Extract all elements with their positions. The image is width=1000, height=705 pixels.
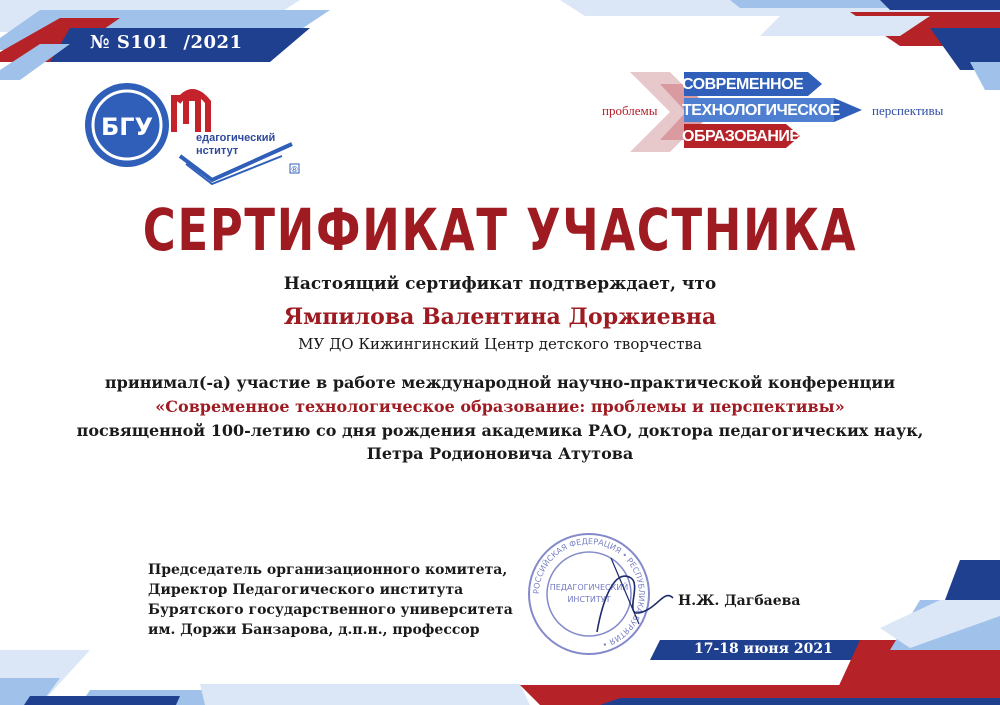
certificate-number-year: /2021 [183, 32, 243, 53]
participation-line: принимал(-а) участие в работе международной научно-практической конференции [104, 373, 896, 392]
stamp-ring-text: РОССИЙСКАЯ ФЕДЕРАЦИЯ • РЕСПУБЛИКА БУРЯТИЯ • [531, 536, 647, 650]
signer-block [148, 560, 513, 640]
bsu-emblem-letters: БГУ [100, 113, 154, 141]
recipient-name: Ямпилова Валентина Доржиевна [283, 304, 717, 330]
confirm-line: Настоящий сертификат подтверждает, что [283, 274, 717, 294]
certificate-number-prefix: № S101 [90, 32, 170, 53]
certificate-number [90, 32, 243, 53]
pi-monogram-icon [174, 98, 198, 132]
conference-title: «Современное технологическое образование: проблемы и перспективы» [155, 397, 845, 416]
recipient-organization: МУ ДО Кижингинский Центр детского творчества [298, 335, 702, 353]
signer-line: Директор Педагогического института [148, 582, 464, 598]
institute-logo-line2: нститут [196, 145, 239, 157]
official-stamp [527, 528, 677, 658]
conference-word-prospects: перспективы [872, 103, 944, 118]
conference-logo-line3: ОБРАЗОВАНИЕ [682, 128, 800, 145]
signer-line: Председатель организационного комитета, [148, 562, 508, 578]
stamp-center-line2: ИНСТИТУТ [567, 595, 611, 604]
institute-logo-text [196, 132, 275, 158]
conference-logo-line1: СОВРЕМЕННОЕ [682, 76, 804, 93]
dedication-person: Петра Родионовича Атутова [366, 444, 634, 463]
svg-text:РОССИЙСКАЯ ФЕДЕРАЦИЯ • РЕСПУБЛ [532, 537, 646, 649]
stamp-center-line1: ПЕДАГОГИЧЕСКИЙ [549, 583, 629, 592]
dedication-line: посвященной 100-летию со дня рождения академика РАО, доктора педагогических наук, [76, 421, 924, 440]
institute-logo-line1: едагогический [196, 132, 276, 144]
registered-mark: ® [290, 165, 299, 174]
signer-line: им. Доржи Банзарова, д.п.н., профессор [148, 622, 480, 638]
conference-word-problems: проблемы [602, 103, 658, 118]
signer-name: Н.Ж. Дагбаева [678, 593, 801, 609]
conference-logo-line2: ТЕХНОЛОГИЧЕСКОЕ [682, 102, 840, 119]
certificate-title: СЕРТИФИКАТ УЧАСТНИКА [142, 196, 858, 264]
event-date: 17-18 июня 2021 [694, 641, 833, 657]
signer-line: Бурятского государственного университета [148, 602, 513, 618]
